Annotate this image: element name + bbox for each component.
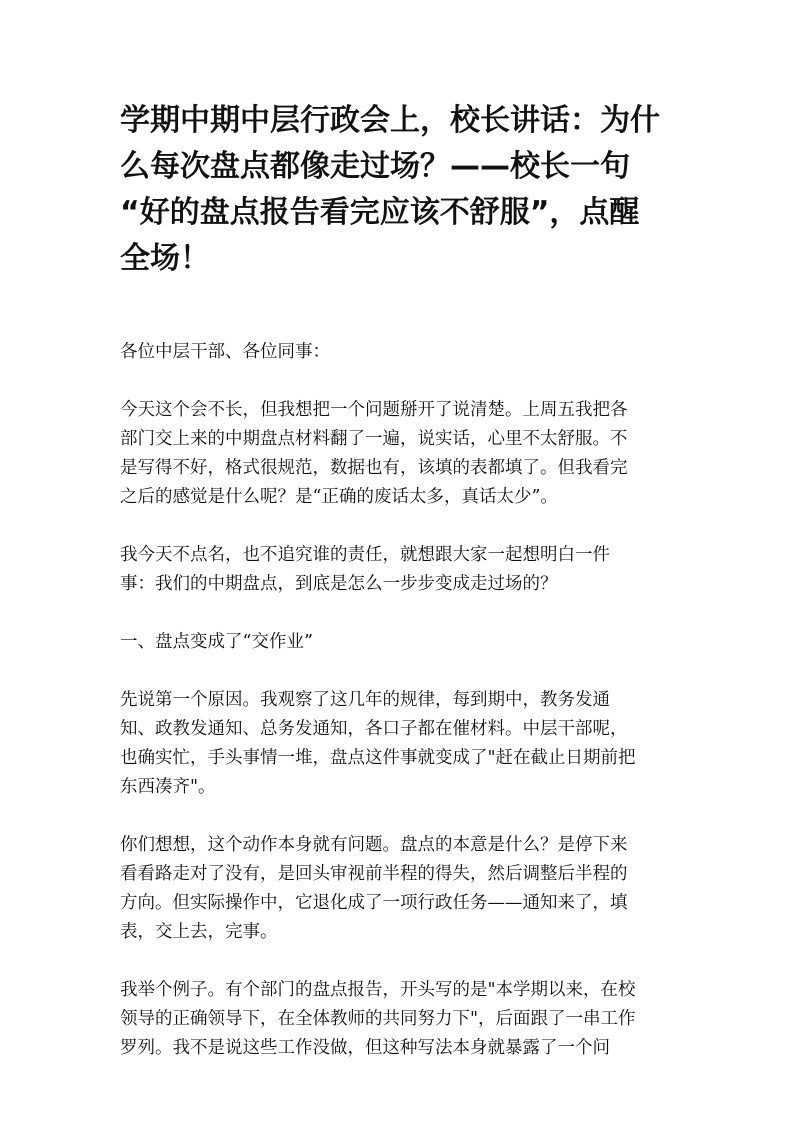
paragraph-line: 罗列。我不是说这些工作没做，但这种写法本身就暴露了一个问 [120, 1038, 610, 1058]
title-line: “好的盘点报告看完应该不舒服”，点醒 [120, 195, 640, 230]
paragraph-line: 我举个例子。有个部门的盘点报告，开头写的是"本学期以来，在校 [120, 980, 636, 1000]
paragraph-line: 看看路走对了没有，是回头审视前半程的得失，然后调整后半程的 [120, 864, 628, 884]
paragraph-line: 我今天不点名，也不追究谁的责任，就想跟大家一起想明白一件 [120, 545, 610, 565]
paragraph-line: 表，交上去，完事。 [120, 922, 278, 942]
paragraph-1 [120, 396, 675, 512]
title-line: 么每次盘点都像走过场？——校长一句 [120, 149, 630, 184]
paragraph-line: 方向。但实际操作中，它退化成了一项行政任务——通知来了，填 [120, 893, 628, 913]
document-title [120, 98, 675, 282]
paragraph-line: 你们想想，这个动作本身就有问题。盘点的本意是什么？是停下来 [120, 835, 628, 855]
paragraph-line: 事：我们的中期盘点，到底是怎么一步步变成走过场的？ [120, 574, 558, 594]
title-line: 全场！ [120, 241, 210, 276]
paragraph-5 [120, 976, 675, 1063]
paragraph-line: 今天这个会不长，但我想把一个问题掰开了说清楚。上周五我把各 [120, 400, 628, 420]
paragraph-3 [120, 686, 675, 802]
paragraph-line: 之后的感觉是什么呢？是“正确的废话太多，真话太少”。 [120, 487, 558, 507]
paragraph-2 [120, 541, 675, 599]
salutation [120, 338, 675, 367]
paragraph-line: 东西凑齐"。 [120, 777, 216, 797]
paragraph-line: 领导的正确领导下，在全体教师的共同努力下"，后面跟了一串工作 [120, 1009, 636, 1029]
paragraph-line: 也确实忙，手头事情一堆，盘点这件事就变成了"赶在截止日期前把 [120, 748, 636, 768]
paragraph-line: 是写得不好，格式很规范，数据也有，该填的表都填了。但我看完 [120, 458, 628, 478]
paragraph-line: 部门交上来的中期盘点材料翻了一遍，说实话，心里不太舒服。不 [120, 429, 628, 449]
paragraph-line: 知、政教发通知、总务发通知，各口子都在催材料。中层干部呢， [120, 719, 628, 739]
section-heading [120, 628, 675, 657]
paragraph-4 [120, 831, 675, 947]
paragraph-line: 先说第一个原因。我观察了这几年的规律，每到期中，教务发通 [120, 690, 610, 710]
salutation-text: 各位中层干部、各位同事： [120, 342, 330, 362]
section-heading-text: 一、盘点变成了“交作业” [120, 632, 313, 652]
title-line: 学期中期中层行政会上，校长讲话：为什 [120, 103, 660, 138]
